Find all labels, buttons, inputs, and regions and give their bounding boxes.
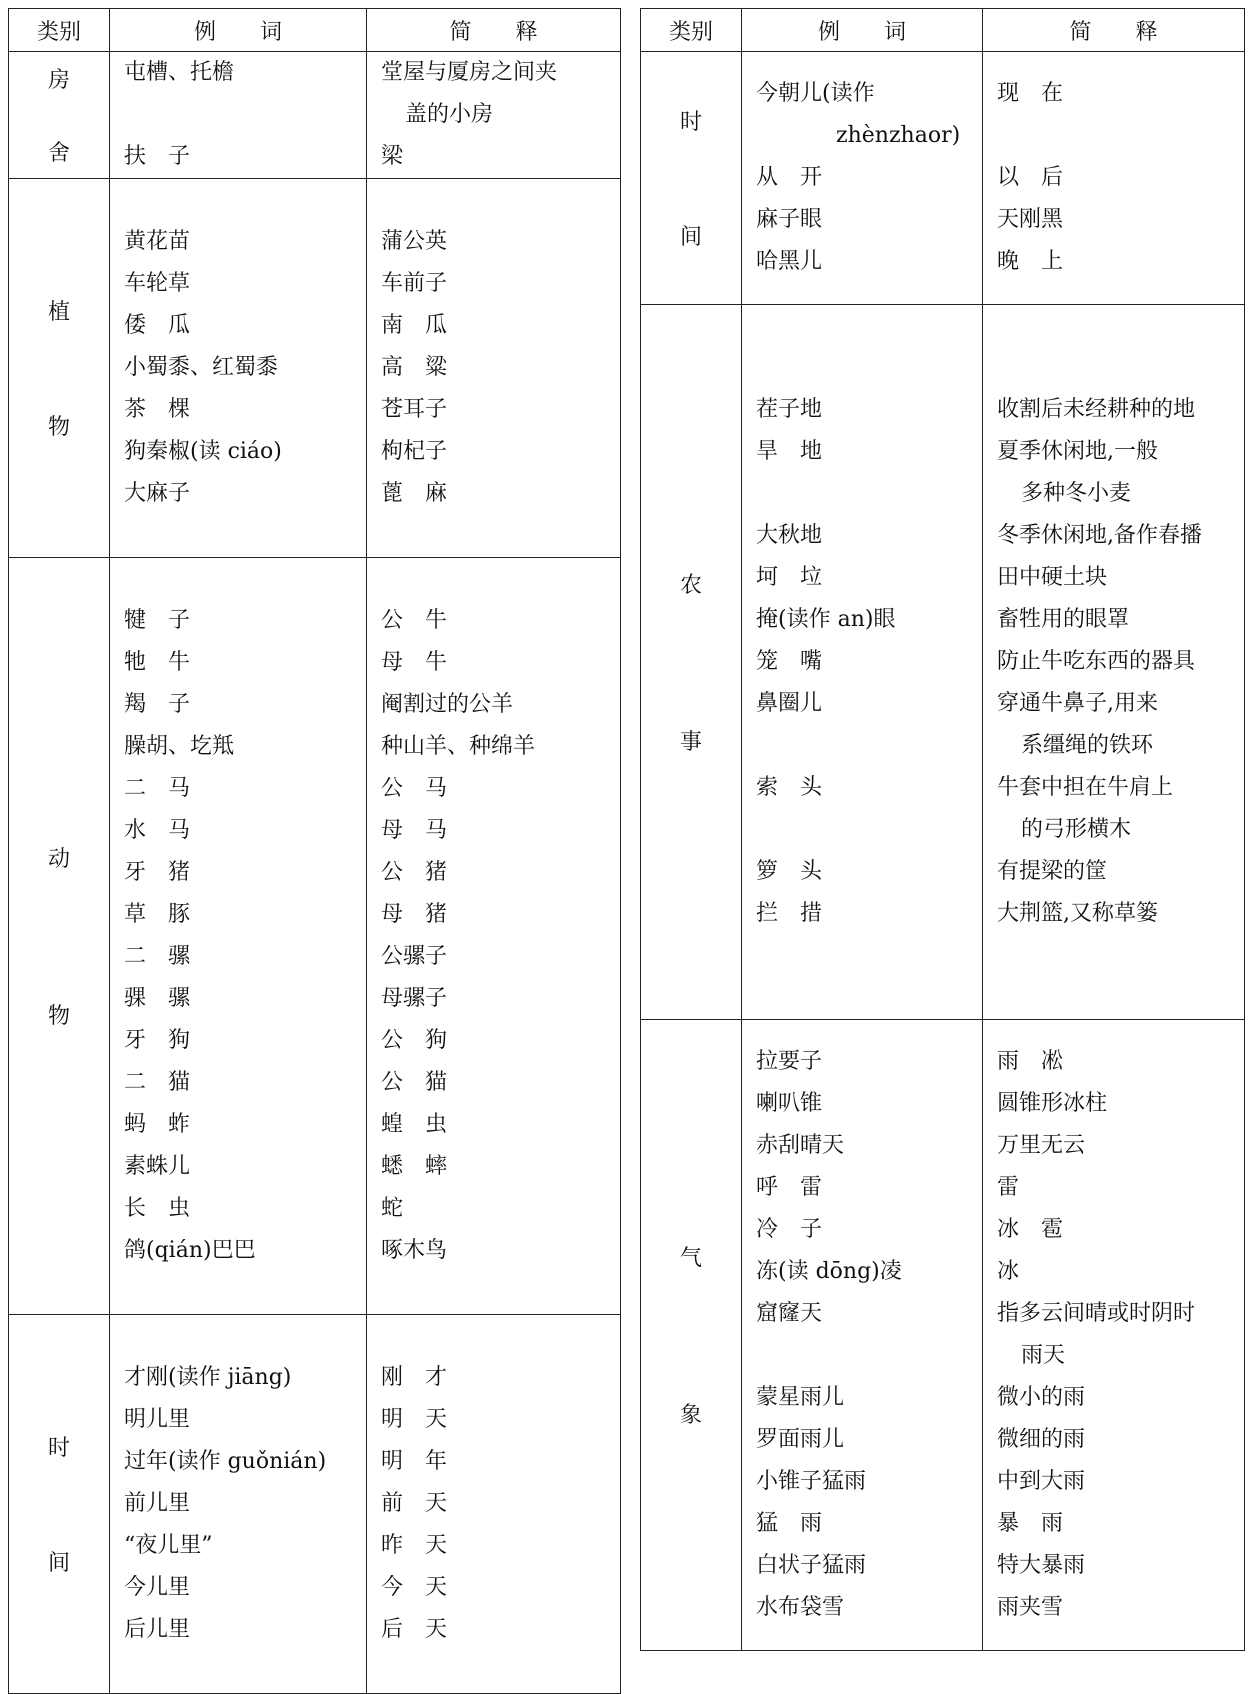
example-word: 水布袋雪: [756, 1595, 845, 1620]
example-word: [124, 94, 366, 136]
example-word: 笼 嘴: [756, 649, 823, 674]
example-word: 水 马: [124, 818, 191, 843]
explanation-text: 系缰绳的铁环: [1021, 733, 1154, 758]
expl-cell: [367, 558, 621, 1315]
example-word: 今朝儿(读作: [756, 81, 875, 106]
example-word: 大麻子: [124, 481, 191, 506]
example-word: 过年(读作 guǒnián): [124, 1449, 327, 1474]
explanation-text: 的弓形横木: [1021, 817, 1132, 842]
example-word: 索 头: [756, 775, 823, 800]
example-word: 麻子眼: [756, 207, 823, 232]
example-word: 明儿里: [124, 1407, 191, 1432]
example-word: 白状子猛雨: [756, 1553, 867, 1578]
category-cell: [9, 1315, 110, 1694]
explanation-text: 刚 才: [381, 1365, 448, 1390]
explanation-text: 万里无云: [997, 1133, 1086, 1158]
example-word: 前儿里: [124, 1491, 191, 1516]
explanation-text: 母骡子: [381, 986, 448, 1011]
example-word: 鸽(qián)巴巴: [124, 1238, 256, 1263]
header-category: 类别: [9, 9, 110, 52]
example-word: 坷 垃: [756, 565, 823, 590]
header-words: 例 词: [742, 9, 983, 52]
explanation-text: 雨夹雪: [997, 1595, 1064, 1620]
category-char: 时: [47, 1436, 70, 1461]
example-word: 呼 雷: [756, 1175, 823, 1200]
example-word: 拉要子: [756, 1049, 823, 1074]
category-char: 房: [47, 68, 70, 93]
explanation-text: [997, 115, 1244, 157]
example-word: 牠 牛: [124, 650, 191, 675]
explanation-text: 微小的雨: [997, 1385, 1086, 1410]
category-cell: [9, 52, 110, 179]
explanation-text: 今 天: [381, 1575, 448, 1600]
explanation-text: 前 天: [381, 1491, 448, 1516]
explanation-text: 微细的雨: [997, 1427, 1086, 1452]
explanation-text: 公 猫: [381, 1070, 448, 1095]
example-word: 倭 瓜: [124, 313, 191, 338]
example-word: 猛 雨: [756, 1511, 823, 1536]
example-word: 狗秦椒(读 ciáo): [124, 439, 282, 464]
example-word: “夜儿里”: [124, 1533, 213, 1558]
example-word: 旱 地: [756, 439, 823, 464]
explanation-text: 公 马: [381, 776, 448, 801]
example-word: zhènzhaor): [836, 123, 961, 148]
expl-cell: [367, 179, 621, 558]
category-cell: [641, 1020, 742, 1651]
section-row: [641, 1020, 1245, 1651]
example-word: 臊胡、圪羝: [124, 734, 235, 759]
example-word: 二 马: [124, 776, 191, 801]
example-word: 素蛛儿: [124, 1154, 191, 1179]
explanation-text: 公骡子: [381, 944, 448, 969]
explanation-text: 冬季休闲地,备作春播: [997, 523, 1202, 548]
words-cell: [110, 52, 367, 179]
explanation-text: 堂屋与厦房之间夹: [381, 60, 558, 85]
example-word: 车轮草: [124, 271, 191, 296]
explanation-text: 啄木鸟: [381, 1238, 448, 1263]
example-word: 小蜀黍、红蜀黍: [124, 355, 279, 380]
explanation-text: 大荆篮,又称草篓: [997, 901, 1158, 926]
explanation-text: 车前子: [381, 271, 448, 296]
example-word: 二 猫: [124, 1070, 191, 1095]
example-word: 草 豚: [124, 902, 191, 927]
example-word: 大秋地: [756, 523, 823, 548]
example-word: 二 骡: [124, 944, 191, 969]
section-row: [9, 52, 621, 179]
category-cell: [641, 52, 742, 305]
explanation-text: 公 猪: [381, 860, 448, 885]
example-word: 赤刮晴天: [756, 1133, 845, 1158]
words-cell: [742, 305, 983, 1020]
header-explanation: 简 释: [983, 9, 1245, 52]
words-cell: [110, 179, 367, 558]
example-word: 拦 措: [756, 901, 823, 926]
expl-cell: [983, 305, 1245, 1020]
example-word: 犍 子: [124, 608, 191, 633]
explanation-text: 指多云间晴或时阴时: [997, 1301, 1196, 1326]
example-word: 小锥子猛雨: [756, 1469, 867, 1494]
example-word: 黄花苗: [124, 229, 191, 254]
explanation-text: 穿通牛鼻子,用来: [997, 691, 1158, 716]
explanation-text: 以 后: [997, 165, 1064, 190]
example-word: 茬子地: [756, 397, 823, 422]
explanation-text: 高 粱: [381, 355, 448, 380]
explanation-text: 枸杞子: [381, 439, 448, 464]
example-word: 蒙星雨儿: [756, 1385, 845, 1410]
example-word: 屯槽、托檐: [124, 60, 235, 85]
category-char: 农: [679, 573, 702, 598]
explanation-text: 雨 凇: [997, 1049, 1064, 1074]
category-char: 事: [679, 730, 702, 755]
explanation-text: 昨 天: [381, 1533, 448, 1558]
example-word: 骒 骡: [124, 986, 191, 1011]
explanation-text: 暴 雨: [997, 1511, 1064, 1536]
header-words: 例 词: [110, 9, 367, 52]
explanation-text: 畜牲用的眼罩: [997, 607, 1130, 632]
category-char: 时: [679, 110, 702, 135]
category-char: 舍: [47, 141, 70, 166]
words-cell: [742, 1020, 983, 1651]
explanation-text: 盖的小房: [405, 102, 494, 127]
explanation-text: 雷: [997, 1175, 1020, 1200]
explanation-text: 梁: [381, 144, 404, 169]
explanation-text: 阉割过的公羊: [381, 692, 514, 717]
explanation-text: 圆锥形冰柱: [997, 1091, 1108, 1116]
example-word: 哈黑儿: [756, 249, 823, 274]
explanation-text: 蟋 蟀: [381, 1154, 448, 1179]
expl-cell: [367, 52, 621, 179]
explanation-text: 多种冬小麦: [1021, 481, 1132, 506]
category-char: 动: [47, 847, 70, 872]
category-cell: [9, 179, 110, 558]
explanation-text: 蒲公英: [381, 229, 448, 254]
explanation-text: 防止牛吃东西的器具: [997, 649, 1196, 674]
explanation-text: 特大暴雨: [997, 1553, 1086, 1578]
explanation-text: 收割后未经耕种的地: [997, 397, 1196, 422]
example-word: 茶 棵: [124, 397, 191, 422]
right-glossary-table: [640, 8, 1245, 1651]
section-row: [9, 1315, 621, 1694]
explanation-text: 明 年: [381, 1449, 448, 1474]
expl-cell: [983, 1020, 1245, 1651]
example-word: 罗面雨儿: [756, 1427, 845, 1452]
example-word: 掩(读作 an)眼: [756, 607, 896, 632]
category-char: 间: [47, 1551, 70, 1576]
example-word: 喇叭锥: [756, 1091, 823, 1116]
explanation-text: 有提梁的筐: [997, 859, 1108, 884]
left-glossary-table: [8, 8, 621, 1694]
header-row: [9, 9, 621, 52]
category-char: 物: [47, 415, 70, 440]
explanation-text: 现 在: [997, 81, 1064, 106]
explanation-text: 南 瓜: [381, 313, 448, 338]
section-row: [9, 179, 621, 558]
example-word: 羯 子: [124, 692, 191, 717]
example-word: [756, 725, 982, 767]
category-cell: [641, 305, 742, 1020]
example-word: 长 虫: [124, 1196, 191, 1221]
example-word: [756, 809, 982, 851]
explanation-text: 公 牛: [381, 608, 448, 633]
explanation-text: 晚 上: [997, 249, 1064, 274]
explanation-text: 种山羊、种绵羊: [381, 734, 536, 759]
explanation-text: 中到大雨: [997, 1469, 1086, 1494]
explanation-text: 牛套中担在牛肩上: [997, 775, 1174, 800]
section-row: [641, 52, 1245, 305]
example-word: 箩 头: [756, 859, 823, 884]
example-word: 从 开: [756, 165, 823, 190]
explanation-text: 蛇: [381, 1196, 404, 1221]
explanation-text: 天刚黑: [997, 207, 1064, 232]
example-word: [756, 473, 982, 515]
category-char: 象: [679, 1403, 702, 1428]
explanation-text: 雨天: [1021, 1343, 1066, 1368]
explanation-text: 明 天: [381, 1407, 448, 1432]
example-word: 蚂 蚱: [124, 1112, 191, 1137]
words-cell: [110, 1315, 367, 1694]
explanation-text: 田中硬土块: [997, 565, 1108, 590]
example-word: 冷 子: [756, 1217, 823, 1242]
explanation-text: 母 牛: [381, 650, 448, 675]
example-word: 扶 子: [124, 144, 191, 169]
explanation-text: 母 马: [381, 818, 448, 843]
words-cell: [742, 52, 983, 305]
explanation-text: 冰 雹: [997, 1217, 1064, 1242]
category-char: 气: [679, 1246, 702, 1271]
example-word: 冻(读 dōng)凌: [756, 1259, 902, 1284]
explanation-text: 冰: [997, 1259, 1020, 1284]
expl-cell: [983, 52, 1245, 305]
section-row: [9, 558, 621, 1315]
example-word: 今儿里: [124, 1575, 191, 1600]
category-char: 间: [679, 225, 702, 250]
explanation-text: 后 天: [381, 1617, 448, 1642]
example-word: 后儿里: [124, 1617, 191, 1642]
section-row: [641, 305, 1245, 1020]
explanation-text: 蝗 虫: [381, 1112, 448, 1137]
example-word: 鼻圈儿: [756, 691, 823, 716]
words-cell: [110, 558, 367, 1315]
example-word: 牙 猪: [124, 860, 191, 885]
example-word: [756, 1335, 982, 1377]
example-word: 牙 狗: [124, 1028, 191, 1053]
category-char: 植: [47, 300, 70, 325]
explanation-text: 母 猪: [381, 902, 448, 927]
header-category: 类别: [641, 9, 742, 52]
header-row: [641, 9, 1245, 52]
header-explanation: 简 释: [367, 9, 621, 52]
example-word: 窟窿天: [756, 1301, 823, 1326]
explanation-text: 蓖 麻: [381, 481, 448, 506]
explanation-text: 苍耳子: [381, 397, 448, 422]
expl-cell: [367, 1315, 621, 1694]
example-word: 才刚(读作 jiāng): [124, 1365, 292, 1390]
category-char: 物: [47, 1004, 70, 1029]
explanation-text: 夏季休闲地,一般: [997, 439, 1158, 464]
explanation-text: 公 狗: [381, 1028, 448, 1053]
category-cell: [9, 558, 110, 1315]
